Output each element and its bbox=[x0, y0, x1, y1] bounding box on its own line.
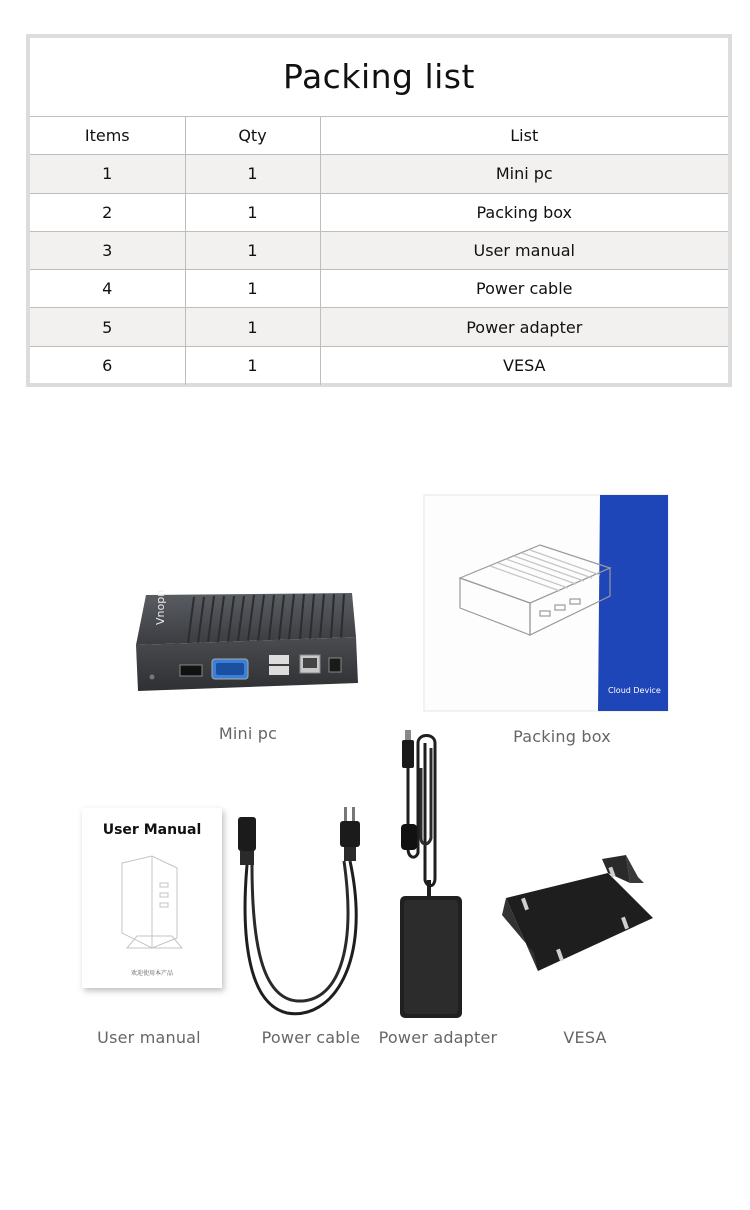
table-row bbox=[30, 193, 728, 231]
packing-list-table bbox=[30, 116, 728, 385]
row-list-name: Mini pc bbox=[320, 155, 728, 193]
power-adapter-image bbox=[385, 728, 480, 1023]
packing-list-panel bbox=[26, 34, 732, 387]
vesa-bracket-image bbox=[498, 853, 658, 973]
table-row bbox=[30, 155, 728, 193]
manual-cover-footer: 欢迎使用本产品 bbox=[130, 970, 173, 977]
packing-box-image bbox=[420, 493, 670, 713]
manual-cover-title: User Manual bbox=[102, 822, 202, 838]
row-list-name: VESA bbox=[320, 346, 728, 384]
caption-vesa: VESA bbox=[563, 1028, 607, 1047]
table-header-row bbox=[30, 117, 728, 155]
row-item-number: 6 bbox=[30, 346, 185, 384]
row-item-number: 3 bbox=[30, 231, 185, 269]
row-qty: 1 bbox=[185, 231, 320, 269]
mini-pc-image bbox=[124, 585, 364, 700]
row-list-name: Power cable bbox=[320, 270, 728, 308]
table-row bbox=[30, 346, 728, 384]
row-item-number: 4 bbox=[30, 270, 185, 308]
caption-power-cable: Power cable bbox=[261, 1028, 361, 1047]
row-qty: 1 bbox=[185, 155, 320, 193]
brand-logo: Vnopn bbox=[154, 589, 167, 625]
caption-mini-pc: Mini pc bbox=[218, 724, 278, 743]
row-item-number: 1 bbox=[30, 155, 185, 193]
caption-power-adapter: Power adapter bbox=[378, 1028, 498, 1047]
header-qty: Qty bbox=[185, 117, 320, 155]
row-qty: 1 bbox=[185, 270, 320, 308]
table-row bbox=[30, 308, 728, 346]
caption-packing-box: Packing box bbox=[513, 727, 611, 746]
row-qty: 1 bbox=[185, 193, 320, 231]
header-items: Items bbox=[30, 117, 185, 155]
row-list-name: User manual bbox=[320, 231, 728, 269]
table-row bbox=[30, 231, 728, 269]
table-row bbox=[30, 270, 728, 308]
row-list-name: Power adapter bbox=[320, 308, 728, 346]
caption-user-manual: User manual bbox=[97, 1028, 201, 1047]
header-list: List bbox=[320, 117, 728, 155]
row-qty: 1 bbox=[185, 308, 320, 346]
user-manual-image bbox=[82, 808, 222, 988]
packing-list-title: Packing list bbox=[283, 56, 475, 96]
row-item-number: 2 bbox=[30, 193, 185, 231]
power-cable-image bbox=[232, 803, 372, 1023]
row-list-name: Packing box bbox=[320, 193, 728, 231]
row-item-number: 5 bbox=[30, 308, 185, 346]
box-label: Cloud Device bbox=[608, 686, 661, 695]
row-qty: 1 bbox=[185, 346, 320, 384]
